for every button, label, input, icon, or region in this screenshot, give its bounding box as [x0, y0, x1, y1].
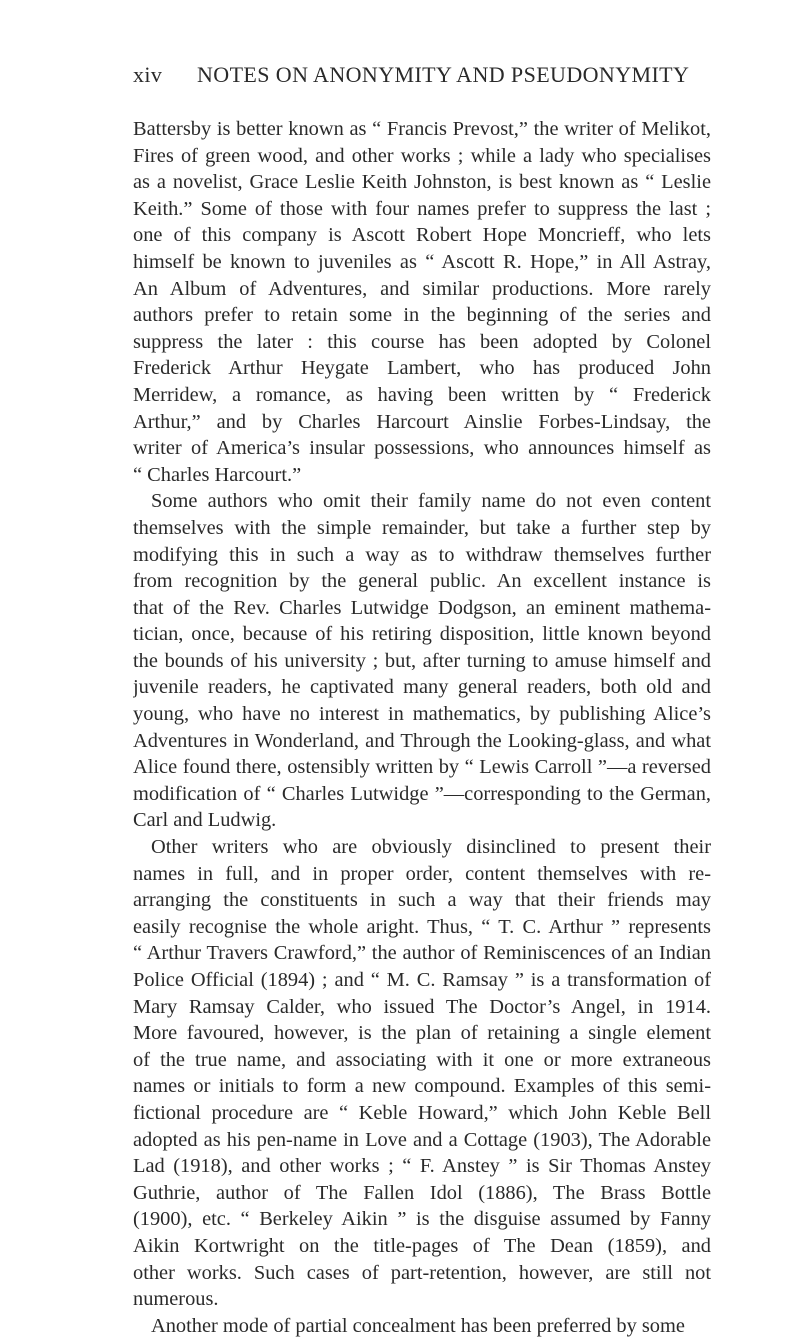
text-line: Lad (1918), and other works ; “ F. Anstey ” is Sir Thomas Anstey [133, 1155, 711, 1178]
paragraph-start: Some authors who omit their family name do not even content [151, 490, 711, 513]
text-line: himself be known to juveniles as “ Ascott R. Hope,” in All Astray, [133, 250, 711, 273]
text-line: An Album of Adventures, and similar productions. More rarely [133, 277, 711, 300]
text-line: tician, once, because of his retiring disposition, little known beyond [133, 623, 711, 646]
text-line: arranging the constituents in such a way that their friends may [133, 889, 711, 912]
text-line: (1900), etc. “ Berkeley Aikin ” is the disguise assumed by Fanny [133, 1208, 711, 1231]
text-line: Keith.” Some of those with four names prefer to suppress the last ; [133, 197, 711, 220]
running-title: NOTES ON ANONYMITY AND PSEUDONYMITY [197, 62, 690, 87]
text-line: one of this company is Ascott Robert Hope Moncrieff, who lets [133, 224, 711, 247]
text-line: Frederick Arthur Heygate Lambert, who has produced John [133, 357, 711, 380]
text-line: Adventures in Wonderland, and Through the Looking-glass, and what [133, 729, 711, 752]
body-text [133, 116, 711, 1339]
text-line: Police Official (1894) ; and “ M. C. Ramsay ” is a transformation of [133, 969, 711, 991]
page-number: xiv [133, 62, 163, 87]
text-line: Mary Ramsay Calder, who issued The Doctor’s Angel, in 1914. [133, 995, 711, 1018]
text-line: More favoured, however, is the plan of retaining a single element [133, 1022, 711, 1045]
text-line: as a novelist, Grace Leslie Keith Johnston, is best known as “ Leslie [133, 171, 711, 194]
text-line: writer of America’s insular possessions, who announces himself as [133, 437, 711, 460]
paragraph-start: Another mode of partial concealment has been preferred by some [151, 1314, 685, 1337]
text-line: Carl and Ludwig. [133, 809, 277, 832]
running-header [133, 62, 713, 96]
text-line: the bounds of his university ; but, after turning to amuse himself and [133, 649, 711, 672]
text-line: Battersby is better known as “ Francis Prevost,” the writer of Melikot, [133, 118, 711, 140]
text-line: from recognition by the general public. An excellent instance is [133, 570, 711, 593]
text-line: other works. Such cases of part-retention, however, are still not [133, 1261, 711, 1284]
paragraph-start: Other writers who are obviously disinclined to present their [151, 836, 711, 859]
text-line: easily recognise the whole aright. Thus, “ T. C. Arthur ” represents [133, 915, 711, 938]
text-line: young, who have no interest in mathematics, by publishing Alice’s [133, 703, 711, 726]
text-line: “ Charles Harcourt.” [133, 463, 302, 486]
text-line: “ Arthur Travers Crawford,” the author of Reminiscences of an Indian [133, 942, 711, 965]
text-line: names or initials to form a new compound. Examples of this semi- [133, 1075, 711, 1098]
text-line: names in full, and in proper order, content themselves with re- [133, 862, 711, 885]
text-line: adopted as his pen-name in Love and a Cottage (1903), The Adorable [133, 1128, 711, 1151]
text-line: Aikin Kortwright on the title-pages of The Dean (1859), and [133, 1234, 711, 1257]
text-line: themselves with the simple remainder, but take a further step by [133, 516, 711, 539]
text-line: fictional procedure are “ Keble Howard,” which John Keble Bell [133, 1101, 711, 1124]
text-line: modification of “ Charles Lutwidge ”—corresponding to the German, [133, 782, 711, 805]
text-line: modifying this in such a way as to withdraw themselves further [133, 543, 711, 566]
text-line: Guthrie, author of The Fallen Idol (1886), The Brass Bottle [133, 1181, 711, 1204]
text-line: numerous. [133, 1288, 219, 1311]
text-line: Merridew, a romance, as having been written by “ Frederick [133, 383, 711, 406]
text-line: authors prefer to retain some in the beginning of the series and [133, 304, 711, 327]
text-line: that of the Rev. Charles Lutwidge Dodgson, an eminent mathema- [133, 596, 711, 619]
text-line: of the true name, and associating with it one or more extraneous [133, 1048, 711, 1071]
text-line: juvenile readers, he captivated many general readers, both old and [133, 676, 711, 699]
text-line: Fires of green wood, and other works ; while a lady who specialises [133, 144, 711, 167]
text-line: Arthur,” and by Charles Harcourt Ainslie Forbes-Lindsay, the [133, 410, 711, 433]
text-line: Alice found there, ostensibly written by “ Lewis Carroll ”—a reversed [133, 756, 711, 779]
text-line: suppress the later : this course has been adopted by Colonel [133, 330, 711, 353]
